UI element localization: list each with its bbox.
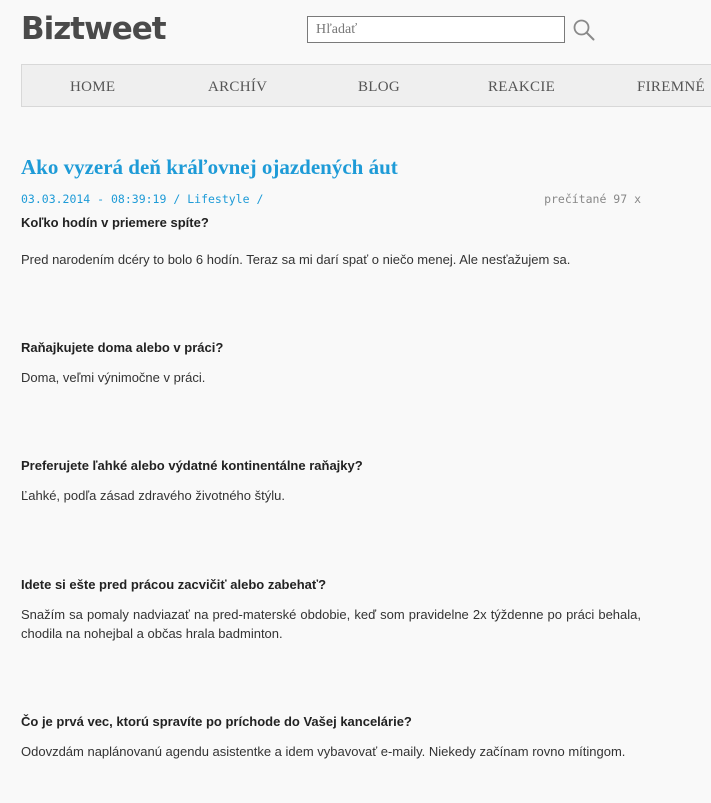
- article-meta: [21, 190, 641, 210]
- article-title: Ako vyzerá deň kráľovnej ojazdených áut: [21, 155, 398, 179]
- answer-text: Doma, veľmi výnimočne v práci.: [21, 370, 206, 385]
- search-field[interactable]: [307, 16, 565, 43]
- nav-item-home[interactable]: HOME: [70, 79, 116, 95]
- nav-item-blog[interactable]: BLOG: [358, 79, 401, 95]
- search-input[interactable]: [308, 17, 564, 42]
- search-icon[interactable]: [572, 18, 596, 42]
- question-text: Raňajkujete doma alebo v práci?: [21, 340, 224, 355]
- answer-text: Ľahké, podľa zásad zdravého životného štýlu.: [21, 488, 285, 503]
- view-count: prečítané 97 x: [544, 192, 641, 206]
- nav-item-companies[interactable]: FIREMNÉ: [637, 79, 705, 95]
- main-navigation: [21, 64, 711, 107]
- nav-item-reactions[interactable]: REAKCIE: [488, 79, 556, 95]
- answer-text: Pred narodením dcéry to bolo 6 hodín. Teraz sa mi darí spať o niečo menej. Ale nesťažujem sa.: [21, 252, 571, 267]
- site-header: [0, 0, 690, 64]
- answer-text: Snažím sa pomaly nadviazať na pred-materské obdobie, keď som pravidelne 2x týždenne po práci behala, chodila na nohejbal a občas hrala badminton.: [21, 607, 641, 641]
- article-category-link[interactable]: Lifestyle: [187, 192, 250, 206]
- meta-separator: /: [173, 192, 181, 206]
- article: [21, 150, 641, 761]
- question-text: Idete si ešte pred prácou zacvičiť alebo zabehať?: [21, 577, 327, 592]
- question-text: Čo je prvá vec, ktorú spravíte po príchode do Vašej kancelárie?: [21, 714, 412, 729]
- question-text: Preferujete ľahké alebo výdatné kontinentálne raňajky?: [21, 458, 363, 473]
- nav-item-archive[interactable]: ARCHÍV: [208, 79, 268, 95]
- site-logo[interactable]: Biztweet: [21, 11, 166, 47]
- question-text: Koľko hodín v priemere spíte?: [21, 215, 209, 230]
- meta-separator-trailing: /: [256, 192, 264, 206]
- answer-text: Odovzdám naplánovanú agendu asistentke a idem vybavovať e-maily. Niekedy začínam rovno mítingom.: [21, 744, 626, 759]
- article-date: 03.03.2014 - 08:39:19: [21, 192, 167, 206]
